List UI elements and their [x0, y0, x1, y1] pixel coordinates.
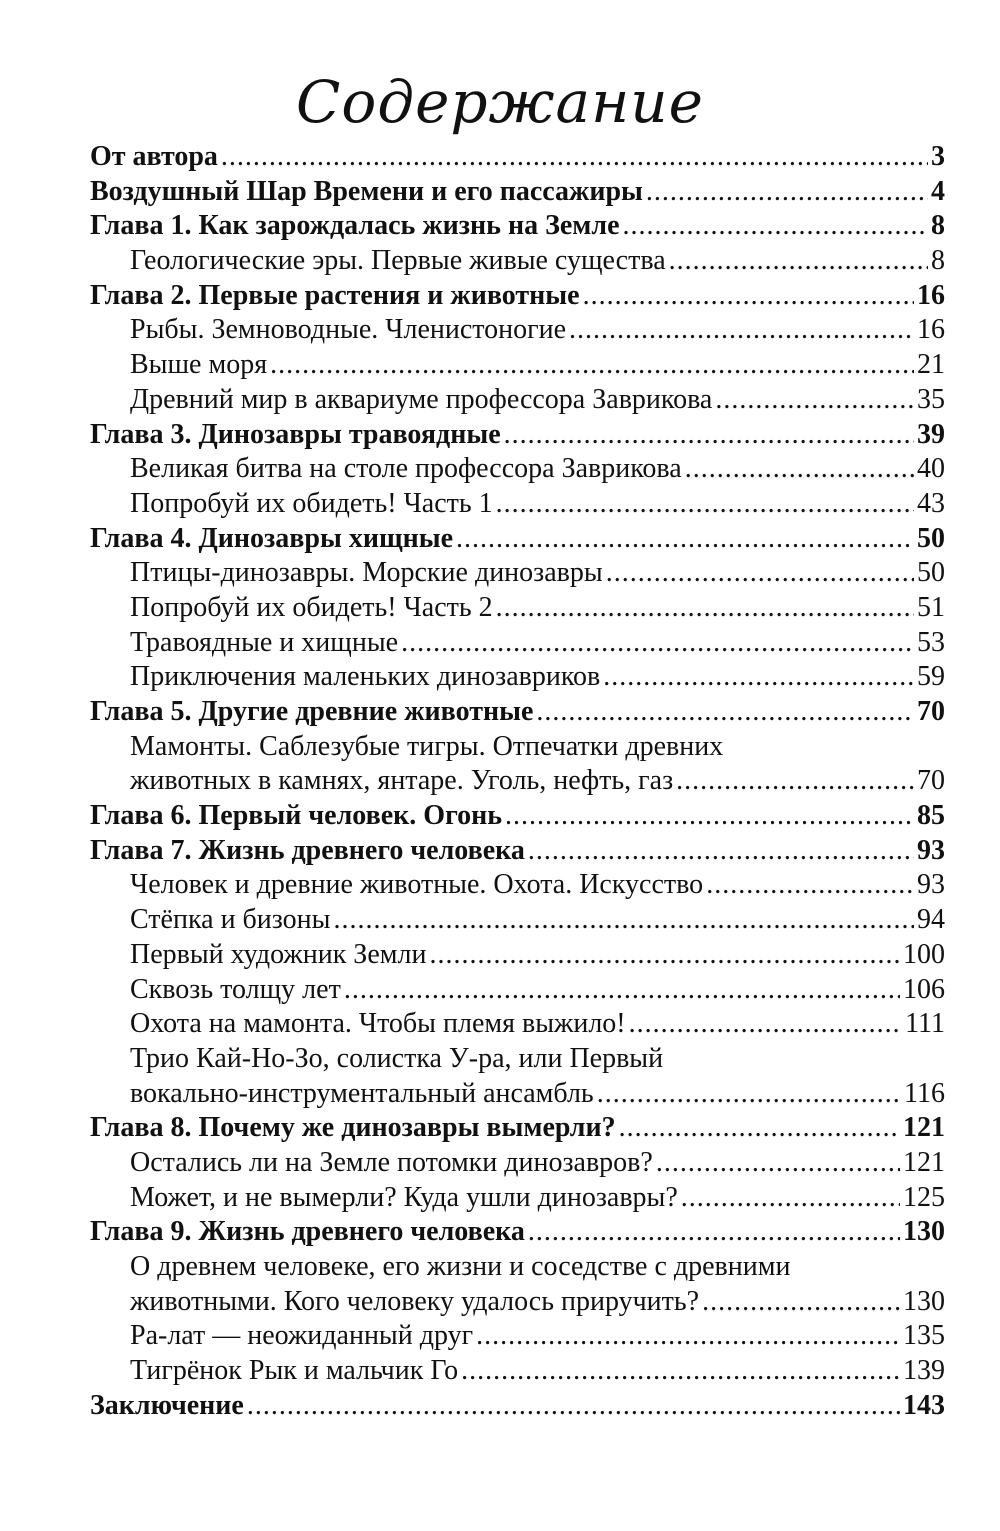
toc-chapter-entry: [90, 834, 945, 869]
toc-chapter-entry: [90, 1111, 945, 1146]
toc-entry-title: Глава 7. Жизнь древнего человека: [90, 834, 525, 866]
toc-page-number: 125: [903, 1181, 945, 1213]
toc-page-number: 16: [917, 279, 945, 311]
toc-page-number: 4: [931, 175, 945, 207]
toc-section-entry: [90, 244, 945, 279]
toc-page-number: 106: [903, 973, 945, 1005]
toc-section-entry: [90, 487, 945, 522]
toc-page-number: 121: [903, 1112, 945, 1144]
toc-page-number: 116: [904, 1077, 945, 1109]
toc-entry-title: Приключения маленьких динозавриков: [130, 661, 601, 693]
toc-chapter-entry: [90, 1215, 945, 1250]
dot-leader: [646, 175, 928, 210]
toc-entry-title: Древний мир в аквариуме профессора Заврикова: [130, 383, 713, 415]
dot-leader: [629, 1007, 902, 1042]
toc-section-entry: [90, 452, 945, 487]
toc-page-number: 111: [905, 1008, 945, 1040]
toc-page-number: 70: [917, 696, 945, 727]
dot-leader: [681, 1181, 900, 1216]
toc-section-entry: [90, 626, 945, 661]
toc-chapter-entry: [90, 175, 945, 210]
dot-leader: [715, 383, 914, 418]
toc-entry-title: Человек и древние животные. Охота. Искусство: [130, 869, 704, 901]
dot-leader: [496, 487, 914, 522]
toc-chapter-entry: [90, 209, 945, 244]
toc-page-number: 135: [903, 1320, 945, 1352]
toc-section-entry: [90, 1146, 945, 1181]
toc-page-number: 8: [931, 210, 945, 242]
toc-section-entry: [90, 973, 945, 1008]
dot-leader: [528, 834, 914, 869]
toc-section-entry: [90, 1007, 945, 1042]
dot-leader: [505, 799, 914, 834]
toc-page-number: 130: [903, 1285, 945, 1317]
toc-entry-title: животными. Кого человеку удалось приручить?: [130, 1285, 700, 1317]
toc-section-entry: [90, 313, 945, 348]
toc-chapter-entry: [90, 695, 945, 730]
toc-entry-title: Заключение: [90, 1389, 244, 1421]
toc-entry-title: Глава 5. Другие древние животные: [90, 696, 534, 727]
dot-leader: [619, 1111, 900, 1146]
toc-chapter-entry: [90, 140, 945, 175]
toc-entry-title: Травоядные и хищные: [130, 626, 399, 658]
toc-page-number: 21: [917, 349, 945, 381]
toc-chapter-entry: [90, 522, 945, 557]
toc-section-entry: [90, 1319, 945, 1354]
toc-section-entry: [90, 383, 945, 418]
toc-entry-title: Сквозь толщу лет: [130, 973, 341, 1005]
toc-entry-title: Попробуй их обидеть! Часть 1: [130, 487, 493, 519]
toc-page-number: 8: [931, 245, 945, 277]
toc-page-number: 93: [917, 869, 945, 901]
toc-section-entry: [90, 660, 945, 695]
toc-entry-title: Охота на мамонта. Чтобы племя выжило!: [130, 1008, 626, 1040]
page-title: Содержание: [296, 68, 704, 136]
toc-page-number: 139: [903, 1355, 945, 1387]
toc-entry-title: Воздушный Шар Времени и его пассажиры: [90, 175, 643, 207]
toc-entry-title: Рыбы. Земноводные. Членистоногие: [130, 314, 567, 346]
dot-leader: [221, 140, 928, 175]
toc-entry-title: Глава 3. Динозавры травоядные: [90, 418, 501, 450]
toc-section-entry: [90, 1250, 945, 1285]
toc-page-number: 35: [917, 383, 945, 415]
toc-entry-title: Может, и не вымерли? Куда ушли динозавры?: [130, 1181, 678, 1213]
dot-leader: [476, 1319, 900, 1354]
dot-leader: [504, 418, 914, 453]
table-of-contents: [90, 140, 945, 1423]
toc-page-number: 59: [917, 661, 945, 693]
toc-page-number: 50: [917, 522, 945, 554]
dot-leader: [247, 1389, 900, 1424]
dot-leader: [583, 279, 914, 314]
dot-leader: [603, 660, 914, 695]
toc-chapter-entry: [90, 418, 945, 453]
toc-entry-title: Геологические эры. Первые живые существа: [130, 245, 666, 277]
toc-page-number: 39: [917, 418, 945, 450]
dot-leader: [536, 695, 914, 730]
toc-section-entry: [90, 1077, 945, 1112]
dot-leader: [676, 764, 914, 799]
toc-chapter-entry: [90, 279, 945, 314]
toc-section-entry: [90, 591, 945, 626]
toc-section-entry: [90, 1354, 945, 1389]
toc-page-number: 121: [903, 1146, 945, 1178]
toc-entry-title: Попробуй их обидеть! Часть 2: [130, 591, 493, 623]
dot-leader: [456, 522, 914, 557]
toc-entry-title: Ра-лат — неожиданный друг: [130, 1320, 474, 1352]
dot-leader: [702, 1285, 900, 1320]
toc-page-number: 85: [917, 800, 945, 832]
toc-chapter-entry: [90, 799, 945, 834]
toc-page-number: 53: [917, 626, 945, 658]
dot-leader: [270, 348, 914, 383]
toc-page-number: 43: [917, 487, 945, 519]
toc-section-entry: [90, 903, 945, 938]
dot-leader: [461, 1354, 900, 1389]
toc-section-entry: [90, 938, 945, 973]
toc-section-entry: [90, 348, 945, 383]
toc-section-entry: [90, 730, 945, 765]
dot-leader: [528, 1215, 900, 1250]
toc-entry-title: Глава 2. Первые растения и животные: [90, 279, 580, 311]
toc-page-number: 16: [917, 314, 945, 346]
toc-page-number: 94: [917, 904, 945, 936]
dot-leader: [569, 313, 914, 348]
toc-entry-title: Великая битва на столе профессора Заврикова: [130, 453, 682, 485]
toc-entry-title: Выше моря: [130, 349, 268, 381]
toc-entry-title: Стёпка и бизоны: [130, 904, 331, 936]
toc-entry-title: Остались ли на Земле потомки динозавров?: [130, 1146, 653, 1178]
toc-page-number: 50: [917, 557, 945, 589]
dot-leader: [429, 938, 900, 973]
toc-entry-title: Мамонты. Саблезубые тигры. Отпечатки древних: [130, 730, 724, 762]
dot-leader: [706, 868, 914, 903]
toc-page-number: 51: [917, 591, 945, 623]
dot-leader: [597, 1077, 901, 1112]
toc-entry-title: Глава 4. Динозавры хищные: [90, 522, 454, 554]
toc-entry-title: Глава 9. Жизнь древнего человека: [90, 1216, 525, 1248]
dot-leader: [333, 903, 914, 938]
toc-section-entry: [90, 868, 945, 903]
toc-page-number: 40: [917, 453, 945, 485]
toc-entry-title: Трио Кай-Но-Зо, солистка У-ра, или Первый: [130, 1042, 664, 1074]
dot-leader: [496, 591, 914, 626]
toc-entry-title: Глава 6. Первый человек. Огонь: [90, 800, 503, 832]
toc-section-entry: [90, 1285, 945, 1320]
toc-section-entry: [90, 1042, 945, 1077]
toc-section-entry: [90, 1181, 945, 1216]
toc-section-entry: [90, 556, 945, 591]
toc-entry-title: животных в камнях, янтаре. Уголь, нефть, газ: [130, 765, 674, 797]
toc-page-number: 70: [917, 765, 945, 797]
toc-page-number: 130: [903, 1216, 945, 1248]
toc-entry-title: Птицы-динозавры. Морские динозавры: [130, 557, 603, 589]
toc-entry-title: Глава 1. Как зарождалась жизнь на Земле: [90, 210, 620, 242]
dot-leader: [344, 973, 900, 1008]
dot-leader: [656, 1146, 900, 1181]
toc-chapter-entry: [90, 1389, 945, 1424]
dot-leader: [401, 626, 914, 661]
toc-page-number: 93: [917, 834, 945, 866]
toc-entry-title: вокально-инструментальный ансамбль: [130, 1077, 594, 1109]
toc-entry-title: О древнем человеке, его жизни и соседстве с древними: [130, 1251, 791, 1282]
toc-entry-title: Глава 8. Почему же динозавры вымерли?: [90, 1112, 616, 1144]
dot-leader: [606, 556, 914, 591]
dot-leader: [685, 452, 914, 487]
dot-leader: [623, 209, 928, 244]
toc-entry-title: Тигрёнок Рык и мальчик Го: [130, 1355, 459, 1387]
toc-entry-title: Первый художник Земли: [130, 938, 427, 970]
toc-entry-title: От автора: [90, 141, 218, 172]
toc-page-number: 100: [903, 938, 945, 970]
toc-section-entry: [90, 764, 945, 799]
dot-leader: [669, 244, 928, 279]
toc-page-number: 143: [903, 1389, 945, 1421]
toc-page-number: 3: [931, 141, 945, 172]
